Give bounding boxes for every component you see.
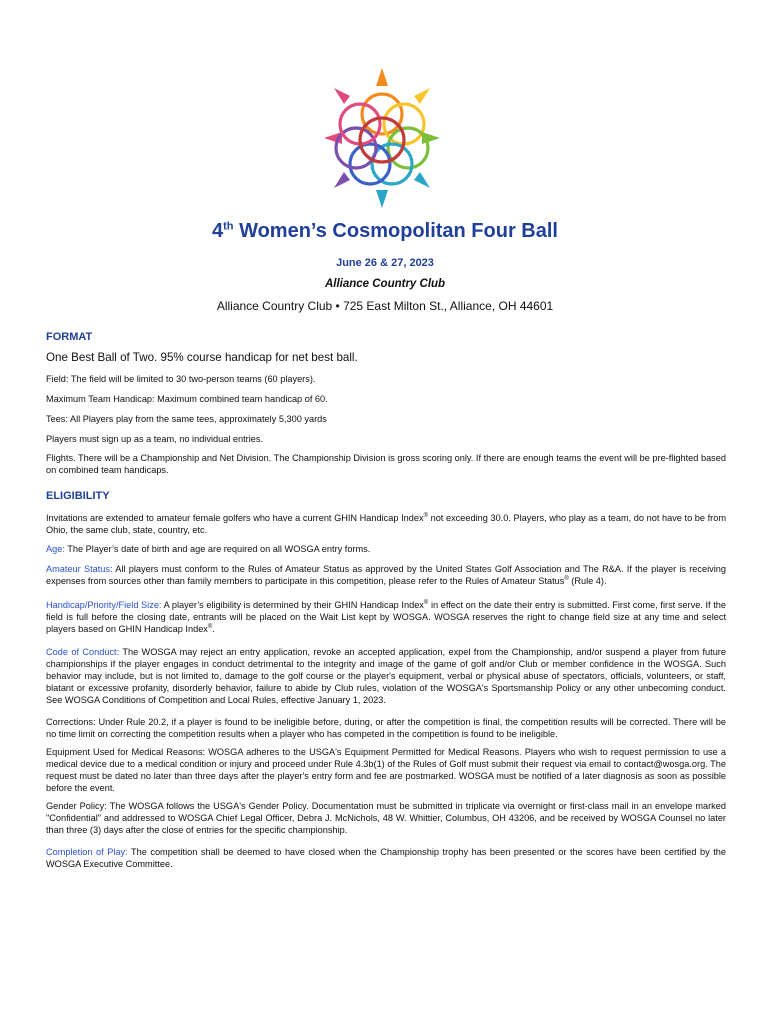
eligibility-code-of-conduct: Code of Conduct: The WOSGA may reject an entry application, revoke an accepted application, expel from the Championship, and/or suspend a player from future championships if the player engages in conduct detrimental to the integrity and image of the game of golf and/or Club or member confidence in the WOSGA. Such behavior may include, but is not limited to, damage to the golf course or the player's equipment, verbal or physical abuse of spectators, officials, volunteers, or staff, blatant or excessive profanity, disorderly behavior, failure to abide by Club rules, violation of the WOSGA's Sportsmanship Policy or any other unbecoming conduct. See WOSGA Conditions of Competition and Local Rules, effective January 1, 2023. (46, 647, 726, 705)
logo-star-point-top (376, 68, 388, 86)
event-club: Alliance Country Club (324, 278, 446, 290)
event-address: Alliance Country Club • 725 East Milton St., Alliance, OH 44601 (216, 299, 554, 313)
logo-ring (360, 118, 404, 162)
eligibility-completion: Completion of Play: The competition shall be deemed to have closed when the Championship trophy has been presented or the scores have been certified by the WOSGA Executive Committee. (46, 847, 726, 869)
eligibility-invitations: Invitations are extended to amateur female golfers who have a current GHIN Handicap Index® not exceeding 30.0. Players, who play as a team, do not have to be from Ohio, the same club, state, country, etc. (46, 512, 726, 535)
eligibility-equipment: Equipment Used for Medical Reasons: WOSGA adheres to the USGA's Equipment Permitted for Medical Reasons. Players who wish to request permission to use a medical device due to a medical condition or injury and proceed under Rule 4.3b(1) of the Rules of Golf must submit their request via email to contact@wosga.org. The request must be dated no later than three days after the player's entry form and fee are postmarked. WOSGA must be notified of a later diagnosis as soon as possible before the event. (46, 747, 726, 793)
logo-star-point-topleft (334, 88, 350, 104)
eligibility-gender-policy: Gender Policy: The WOSGA follows the USGA's Gender Policy. Documentation must be submitted in triplicate via overnight or first-class mail in an envelope marked "Confidential" and addressed to WOSGA Chief Legal Officer, Debra J. McNichols, 48 W. Whittier, Columbus, OH 43206, and be received by WOSGA Counsel no later than three (3) days after the close of entries for the specific championship. (46, 801, 726, 835)
eligibility-age: Age: The Player’s date of birth and age are required on all WOSGA entry forms. (46, 544, 371, 554)
logo-ring (362, 94, 402, 134)
format-heading: FORMAT (46, 331, 93, 343)
tournament-logo (322, 66, 442, 210)
logo-star-point-topright (414, 88, 430, 104)
format-max-handicap: Maximum Team Handicap: Maximum combined team handicap of 60. (46, 394, 328, 404)
logo-ring (388, 128, 428, 168)
logo-star-point-bottom (376, 190, 388, 208)
eligibility-handicap: Handicap/Priority/Field Size: A player’s eligibility is determined by their GHIN Handicap Index® in effect on the date their entry is submitted. First come, first serve. If the field is full before the closing date, entrants will be placed on the Wait List kept by WOSGA. WOSGA reserves the right to change field size at any time and select players based on GHIN Handicap Index®. (46, 599, 726, 634)
format-signup: Players must sign up as a team, no individual entries. (46, 434, 264, 444)
page-title: 4th Women’s Cosmopolitan Four Ball (212, 220, 558, 242)
format-field: Field: The field will be limited to 30 two-person teams (60 players). (46, 374, 316, 384)
format-tees: Tees: All Players play from the same tees, approximately 5,300 yards (46, 414, 327, 424)
eligibility-amateur-status: Amateur Status: All players must conform to the Rules of Amateur Status as approved by the United States Golf Association and The R&A. If the player is receiving expenses from sources other than family members to participate in this competition, please refer to the Rules of Amateur Status® (Rule 4). (46, 564, 727, 586)
format-lead: One Best Ball of Two. 95% course handicap for net best ball. (46, 351, 358, 364)
logo-ring (372, 144, 412, 184)
eligibility-corrections: Corrections: Under Rule 20.2, if a player is found to be ineligible before, during, or after the competition is final, the competition results will be corrected. There will be no time limit on correcting the competition results when a player who has competed in the competition is found to be ineligible. (46, 717, 726, 739)
logo-star-point-bottomleft (334, 172, 350, 188)
format-flights: Flights. There will be a Championship and Net Division. The Championship Division is gross scoring only. If there are enough teams the event will be pre-flighted based on combined team handicaps. (46, 453, 726, 475)
logo-star-point-bottomright (414, 172, 430, 188)
event-date: June 26 & 27, 2023 (336, 257, 434, 269)
eligibility-heading: ELIGIBILITY (46, 490, 110, 502)
